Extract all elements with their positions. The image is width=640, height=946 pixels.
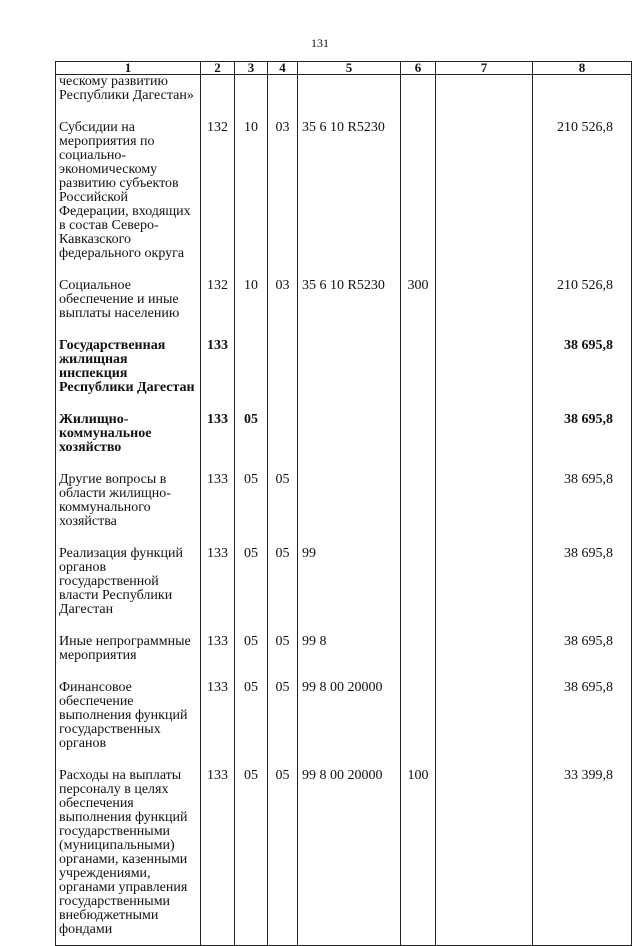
- cell-code-5: [298, 75, 401, 122]
- cell-code-6: [401, 547, 436, 635]
- cell-amount: 210 526,8: [533, 279, 632, 339]
- cell-code-3: 05: [235, 547, 268, 635]
- column-header: 2: [201, 62, 235, 75]
- cell-amount: 38 695,8: [533, 413, 632, 473]
- cell-code-5: 35 6 10 R5230: [298, 121, 401, 279]
- cell-code-7: [436, 75, 533, 122]
- cell-code-6: [401, 681, 436, 769]
- cell-code-7: [436, 339, 533, 413]
- cell-code-2: 133: [201, 681, 235, 769]
- cell-code-2: 132: [201, 121, 235, 279]
- cell-code-5: [298, 413, 401, 473]
- table-header-row: [56, 62, 632, 75]
- cell-code-6: 100: [401, 769, 436, 946]
- cell-code-4: 03: [268, 279, 298, 339]
- cell-code-3: 05: [235, 473, 268, 547]
- cell-code-4: 03: [268, 121, 298, 279]
- column-header: 8: [533, 62, 632, 75]
- cell-code-2: 132: [201, 279, 235, 339]
- table-row: [56, 635, 632, 681]
- cell-code-5: [298, 473, 401, 547]
- column-header: 3: [235, 62, 268, 75]
- cell-code-6: [401, 75, 436, 122]
- cell-code-6: [401, 339, 436, 413]
- cell-code-2: 133: [201, 473, 235, 547]
- row-name: Расходы на выплаты персоналу в целях обеспечения выполнения функций государственными (муниципальными) органами, казенными учреждениями, органами управления государственными внебюджетными фондами: [56, 769, 201, 946]
- column-header: 1: [56, 62, 201, 75]
- table-row: [56, 75, 632, 122]
- row-name: Жилищно-коммунальное хозяйство: [56, 413, 201, 473]
- cell-code-4: 05: [268, 473, 298, 547]
- table-row: [56, 413, 632, 473]
- cell-code-4: 05: [268, 547, 298, 635]
- cell-code-6: 300: [401, 279, 436, 339]
- cell-code-5: [298, 339, 401, 413]
- cell-code-6: [401, 121, 436, 279]
- cell-code-6: [401, 473, 436, 547]
- cell-amount: 38 695,8: [533, 339, 632, 413]
- row-name: Иные непрограммные мероприятия: [56, 635, 201, 681]
- row-name: Государственная жилищная инспекция Республики Дагестан: [56, 339, 201, 413]
- cell-code-3: 05: [235, 635, 268, 681]
- cell-amount: 38 695,8: [533, 635, 632, 681]
- cell-code-5: 35 6 10 R5230: [298, 279, 401, 339]
- cell-code-4: 05: [268, 769, 298, 946]
- cell-code-6: [401, 413, 436, 473]
- row-name: Субсидии на мероприятия по социально-экономическому развитию субъектов Российской Федерации, входящих в состав Северо-Кавказского федерального округа: [56, 121, 201, 279]
- table-row: [56, 473, 632, 547]
- row-name: Реализация функций органов государственной власти Республики Дагестан: [56, 547, 201, 635]
- cell-code-3: 10: [235, 121, 268, 279]
- cell-code-4: 05: [268, 681, 298, 769]
- cell-code-5: 99 8 00 20000: [298, 681, 401, 769]
- table-row: [56, 121, 632, 279]
- cell-code-7: [436, 547, 533, 635]
- cell-code-2: 133: [201, 547, 235, 635]
- table-row: [56, 681, 632, 769]
- budget-table: [55, 61, 632, 946]
- cell-code-4: [268, 75, 298, 122]
- cell-amount: 38 695,8: [533, 473, 632, 547]
- column-header: 7: [436, 62, 533, 75]
- table-row: [56, 339, 632, 413]
- cell-code-7: [436, 635, 533, 681]
- cell-amount: [533, 75, 632, 122]
- cell-code-6: [401, 635, 436, 681]
- cell-amount: 33 399,8: [533, 769, 632, 946]
- cell-code-4: 05: [268, 635, 298, 681]
- cell-code-3: 05: [235, 681, 268, 769]
- cell-code-7: [436, 121, 533, 279]
- cell-code-2: 133: [201, 635, 235, 681]
- cell-code-7: [436, 473, 533, 547]
- table-row: [56, 279, 632, 339]
- cell-code-3: 05: [235, 413, 268, 473]
- cell-code-3: 05: [235, 769, 268, 946]
- cell-code-4: [268, 339, 298, 413]
- table-row: [56, 769, 632, 946]
- row-name: Финансовое обеспечение выполнения функций государственных органов: [56, 681, 201, 769]
- cell-amount: 38 695,8: [533, 547, 632, 635]
- cell-code-7: [436, 769, 533, 946]
- cell-code-4: [268, 413, 298, 473]
- page-number: 131: [311, 36, 329, 50]
- row-name: Другие вопросы в области жилищно-коммунального хозяйства: [56, 473, 201, 547]
- cell-code-5: 99 8 00 20000: [298, 769, 401, 946]
- row-name: Социальное обеспечение и иные выплаты населению: [56, 279, 201, 339]
- cell-amount: 210 526,8: [533, 121, 632, 279]
- cell-code-3: [235, 339, 268, 413]
- row-name: ческому развитию Республики Дагестан»: [56, 75, 201, 122]
- table-row: [56, 547, 632, 635]
- cell-code-7: [436, 413, 533, 473]
- cell-code-2: 133: [201, 339, 235, 413]
- cell-code-2: [201, 75, 235, 122]
- cell-code-7: [436, 681, 533, 769]
- cell-code-5: 99 8: [298, 635, 401, 681]
- cell-code-7: [436, 279, 533, 339]
- cell-code-5: 99: [298, 547, 401, 635]
- cell-code-2: 133: [201, 769, 235, 946]
- column-header: 4: [268, 62, 298, 75]
- column-header: 6: [401, 62, 436, 75]
- cell-code-2: 133: [201, 413, 235, 473]
- cell-code-3: [235, 75, 268, 122]
- cell-code-3: 10: [235, 279, 268, 339]
- column-header: 5: [298, 62, 401, 75]
- cell-amount: 38 695,8: [533, 681, 632, 769]
